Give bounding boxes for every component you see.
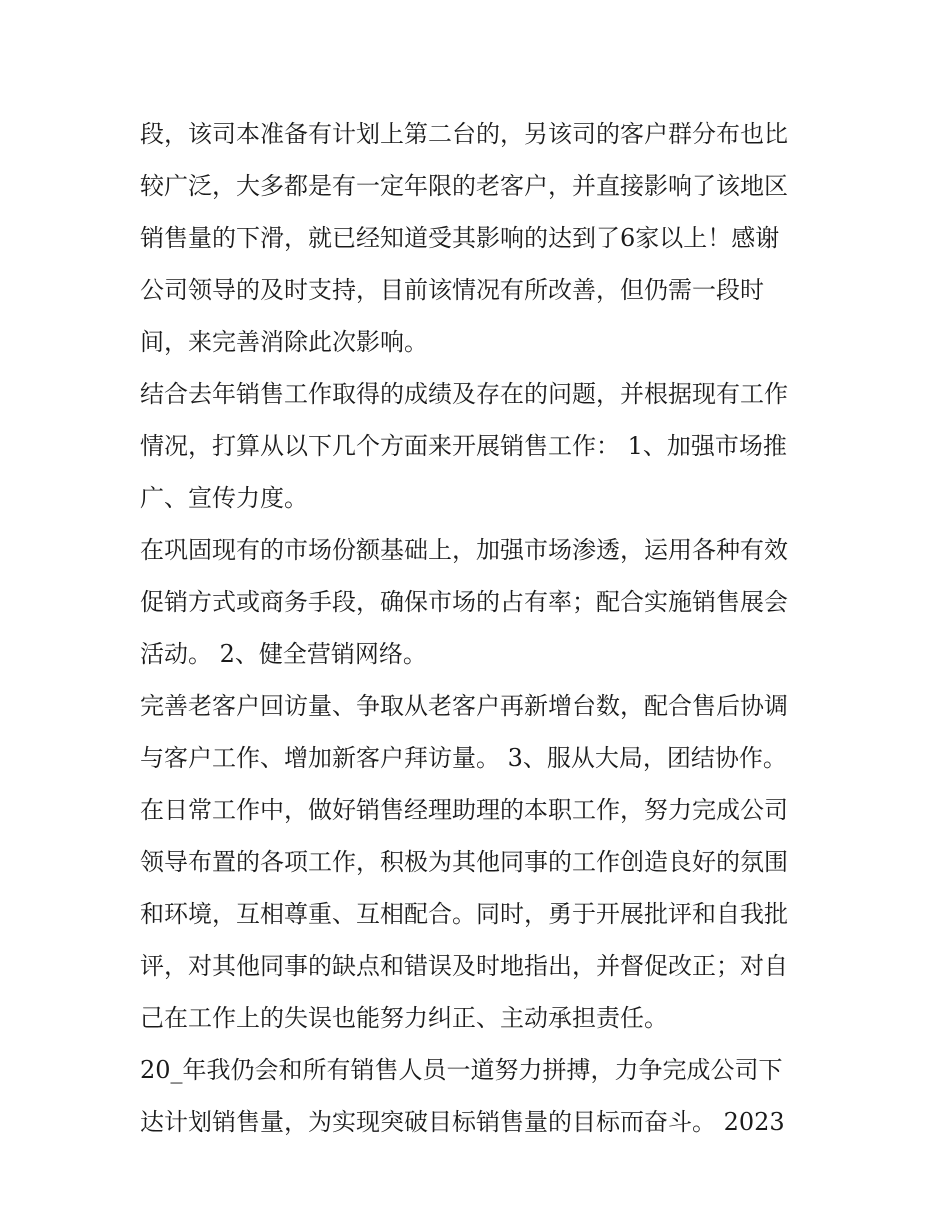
text-line: 段，该司本准备有计划上第二台的，另该司的客户群分布也比 — [140, 120, 788, 148]
text-line: 在巩固现有的市场份额基础上，加强市场渗透，运用各种有效 — [140, 536, 788, 564]
text-line: 间，来完善消除此次影响。 — [140, 328, 428, 356]
text-line: 己在工作上的失误也能努力纠正、主动承担责任。 — [140, 1004, 668, 1032]
text-line: 评，对其他同事的缺点和错误及时地指出，并督促改正；对自 — [140, 952, 788, 980]
text-line: 达计划销售量，为实现突破目标销售量的目标而奋斗。 2023 — [140, 1108, 785, 1136]
text-line: 结合去年销售工作取得的成绩及存在的问题，并根据现有工作 — [140, 380, 788, 408]
text-line: 销售量的下滑，就已经知道受其影响的达到了6家以上！感谢 — [140, 224, 780, 252]
text-line: 促销方式或商务手段，确保市场的占有率；配合实施销售展会 — [140, 588, 788, 616]
text-line: 与客户工作、增加新客户拜访量。 3、服从大局，团结协作。 — [140, 744, 787, 772]
text-line: 在日常工作中，做好销售经理助理的本职工作，努力完成公司 — [140, 796, 788, 824]
text-line: 活动。 2、健全营销网络。 — [140, 640, 427, 668]
text-line: 较广泛，大多都是有一定年限的老客户，并直接影响了该地区 — [140, 172, 788, 200]
text-line: 情况，打算从以下几个方面来开展销售工作： 1、加强市场推 — [140, 432, 787, 460]
text-line: 领导布置的各项工作，积极为其他同事的工作创造良好的氛围 — [140, 848, 788, 876]
text-line: 20_年我仍会和所有销售人员一道努力拼搏，力争完成公司下 — [140, 1056, 783, 1084]
text-line: 公司领导的及时支持，目前该情况有所改善，但仍需一段时 — [140, 276, 764, 304]
document-body — [140, 108, 820, 1148]
text-line: 完善老客户回访量、争取从老客户再新增台数，配合售后协调 — [140, 692, 788, 720]
text-line: 广、宣传力度。 — [140, 484, 308, 512]
text-line: 和环境，互相尊重、互相配合。同时，勇于开展批评和自我批 — [140, 900, 788, 928]
